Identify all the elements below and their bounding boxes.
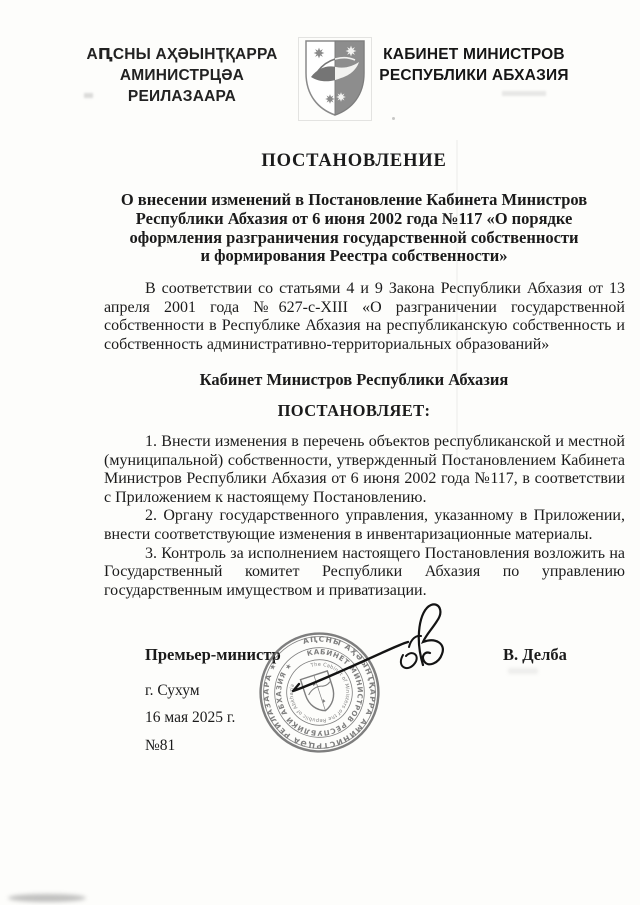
coat-of-arms-of-abkhazia-icon bbox=[298, 37, 372, 121]
document-subject bbox=[104, 191, 604, 266]
header-abkhaz-line1: АԤСНЫ АҲӘЫНҬҚАРРА bbox=[86, 46, 278, 63]
handwritten-signature bbox=[285, 597, 460, 705]
preamble-paragraph: В соответствии со статьями 4 и 9 Закона Республики Абхазия от 13 апреля 2001 года №627-с-XIII «О разграничении государственной собственности в Республике Абхазия на республиканскую собственность и собственность административно-территориальных образований» bbox=[104, 280, 625, 353]
signer-position: Премьер-министр bbox=[145, 645, 281, 664]
header-abkhaz-name bbox=[70, 44, 294, 107]
scan-artifact bbox=[84, 93, 93, 98]
stamp-inner-ring-text: The Cabinet of Ministers of the Republic of Abkhazia bbox=[288, 661, 351, 724]
subject-line3: оформления разграничения государственной собственности bbox=[129, 227, 579, 247]
scan-artifact bbox=[508, 668, 538, 674]
footer-document-number: №81 bbox=[145, 737, 176, 754]
header-russian-line1: КАБИНЕТ МИНИСТРОВ bbox=[383, 46, 565, 63]
header-abkhaz-line2: АМИНИСТРЦӘА РЕИЛАЗААРА bbox=[119, 67, 245, 105]
subject-line1: О внесении изменений в Постановление Кабинета Министров bbox=[120, 190, 588, 209]
preamble-block bbox=[104, 280, 625, 354]
resolving-action: ПОСТАНОВЛЯЕТ: bbox=[277, 401, 431, 420]
decree-item-1: 1. Внести изменения в перечень объектов республиканской и местной (муниципальной) собственности, утвержденный Постановлением Кабинета Министров Республики Абхазия от 6 июня 2002 года №117, в соответствии с Приложением к настоящему Постановлению. bbox=[104, 433, 625, 506]
signer-name: В. Делба bbox=[503, 645, 567, 664]
footer-date: 16 мая 2025 г. bbox=[145, 709, 236, 726]
scan-artifact bbox=[392, 117, 395, 120]
document-title: ПОСТАНОВЛЕНИЕ bbox=[261, 151, 447, 171]
subject-line2: Республики Абхазия от 6 июня 2002 года №117 «О порядке bbox=[135, 208, 573, 228]
scan-artifact bbox=[8, 894, 86, 902]
decree-item-2: 2. Органу государственного управления, указанному в Приложении, внести соответствующие изменения в инвентаризационные материалы. bbox=[104, 507, 625, 543]
subject-line4: и формирования Реестра собственности» bbox=[200, 246, 508, 266]
header-russian-line2: РЕСПУБЛИКИ АБХАЗИЯ bbox=[379, 67, 569, 84]
decree-items bbox=[104, 433, 625, 600]
header-russian-name bbox=[378, 44, 570, 86]
stamp-outer-ring-text: АԤСНЫ АҲӘЫНҬҚАРРА АМИНИСТРЦӘА РЕИЛАЗААРА ★ bbox=[261, 634, 378, 751]
stamp-middle-ring-text: КАБИНЕТ МИНИСТРОВ РЕСПУБЛИКИ АБХАЗИЯ ★ bbox=[274, 647, 365, 738]
decree-item-3: 3. Контроль за исполнением настоящего Постановления возложить на Государственный комитет Республики Абхазия по управлению государственным имуществом и приватизации. bbox=[104, 544, 625, 599]
resolving-authority: Кабинет Министров Республики Абхазия bbox=[199, 370, 509, 389]
scan-crease-line bbox=[456, 140, 458, 470]
footer-city: г. Сухум bbox=[145, 682, 200, 699]
scan-artifact bbox=[502, 91, 546, 96]
